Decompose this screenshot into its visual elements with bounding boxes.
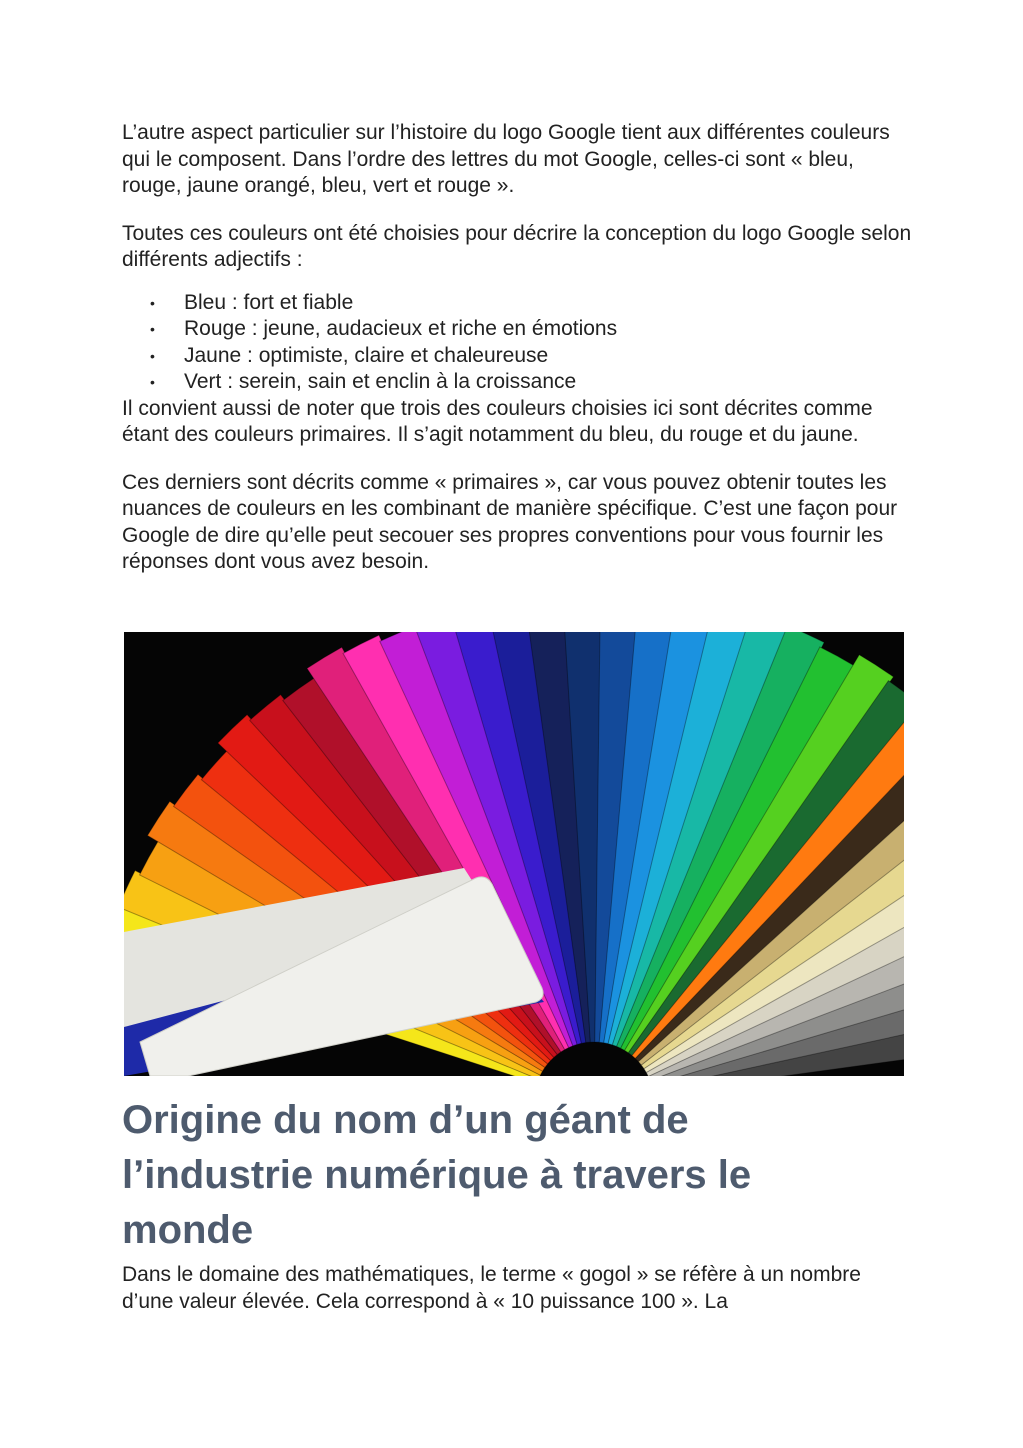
bullet-icon: • bbox=[150, 294, 155, 311]
bullet-icon: • bbox=[150, 374, 155, 390]
list-item: • Bleu : fort et fiable bbox=[184, 290, 912, 317]
list-item: • Rouge : jeune, audacieux et riche en émotions bbox=[184, 316, 912, 343]
paragraph-gogol: Dans le domaine des mathématiques, le terme « gogol » se réfère à un nombre d’une valeur élevée. Cela correspond à « 10 puissance 100 ». La bbox=[122, 1263, 861, 1313]
list-item: • Jaune : optimiste, claire et chaleureuse bbox=[184, 343, 912, 370]
paragraph-logo-colors: L’autre aspect particulier sur l’histoire du logo Google tient aux différentes couleurs qui le composent. Dans l’ordre des lettres du mot Google, celles-ci sont « bleu, rouge, jaune orangé, bleu, vert et rouge ». bbox=[122, 121, 890, 197]
adjectives-list bbox=[122, 290, 912, 396]
paragraph-adjectives-intro: Toutes ces couleurs ont été choisies pour décrire la conception du logo Google selon différents adjectifs : bbox=[122, 221, 912, 271]
text-block bbox=[122, 120, 912, 576]
color-swatch-photo bbox=[124, 632, 904, 1076]
paragraph-primary-explanation: Ces derniers sont décrits comme « primaires », car vous pouvez obtenir toutes les nuances de couleurs en les combinant de manière spécifique. C’est une façon pour Google de dire qu’elle peut secouer ses propres conventions pour vous fournir les réponses dont vous avez besoin. bbox=[122, 470, 898, 573]
section-heading: Origine du nom d’un géant de l’industrie numérique à travers le monde bbox=[122, 1098, 752, 1252]
bullet-icon: • bbox=[150, 347, 155, 364]
color-fan-illustration bbox=[124, 632, 904, 1076]
bullet-icon: • bbox=[150, 321, 155, 337]
paragraph-primary-colors: Il convient aussi de noter que trois des couleurs choisies ici sont décrites comme étant des couleurs primaires. Il s’agit notamment du bleu, du rouge et du jaune. bbox=[122, 396, 873, 446]
list-item: • Vert : serein, sain et enclin à la croissance bbox=[184, 369, 912, 396]
